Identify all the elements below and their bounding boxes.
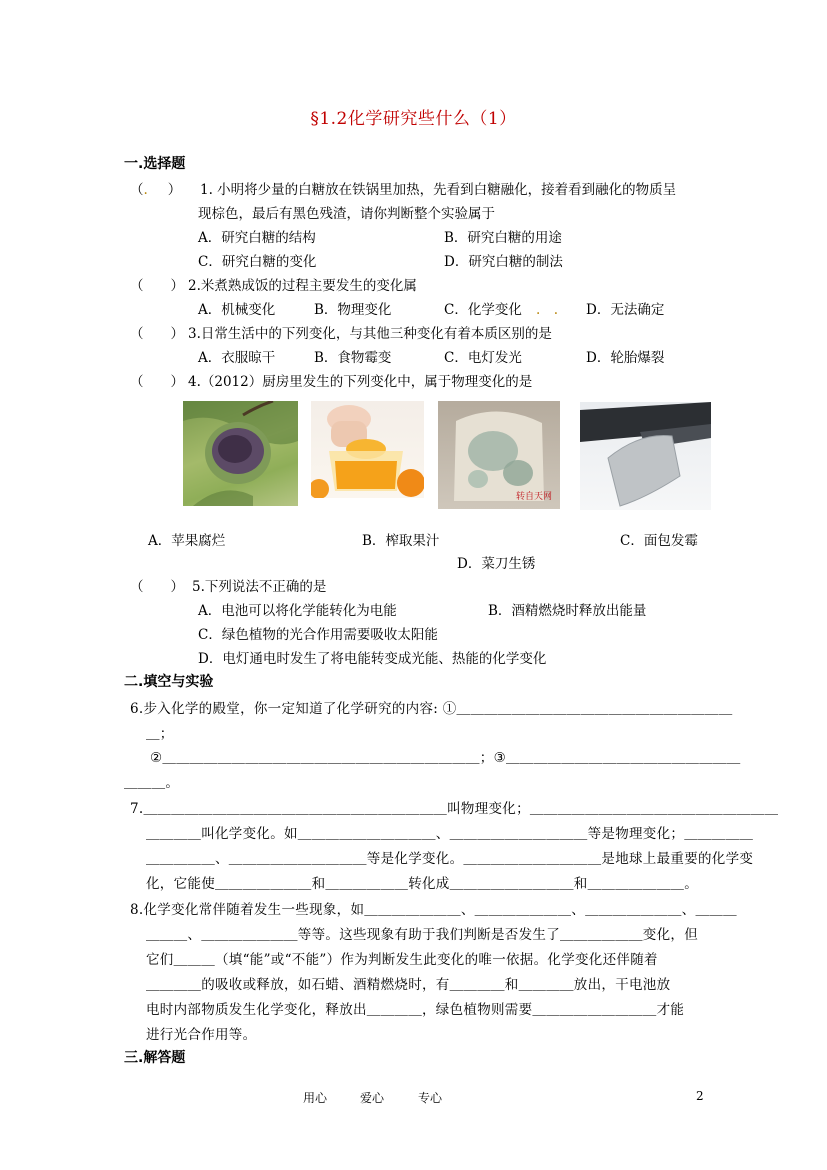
q8-line4: ＿＿＿＿的吸收或释放，如石蜡、酒精燃烧时，有＿＿＿＿和＿＿＿＿放出，干电池放 bbox=[146, 977, 671, 993]
kitchen-knife-image bbox=[580, 402, 711, 510]
q4-paren: （ ） bbox=[130, 374, 184, 390]
q6-line1: 6.步入化学的殿堂，你一定知道了化学研究的内容: ①＿＿＿＿＿＿＿＿＿＿＿＿＿＿＿＿＿＿＿＿ bbox=[130, 701, 733, 717]
page-number: 2 bbox=[696, 1089, 704, 1103]
q2-option-a: A．机械变化 bbox=[198, 302, 276, 318]
q3-stem: 3.日常生活中的下列变化，与其他三种变化有着本质区别的是 bbox=[188, 326, 552, 342]
q3-option-a: A．衣服晾干 bbox=[198, 350, 276, 366]
q2-option-b: B．物理变化 bbox=[314, 302, 392, 318]
section-heading-fill: 二.填空与实验 bbox=[124, 674, 214, 690]
q4-option-c: C．面包发霉 bbox=[620, 533, 698, 549]
q3-option-d: D．轮胎爆裂 bbox=[586, 350, 665, 366]
footer-yongxin: 用心 bbox=[303, 1091, 328, 1105]
q2-dots: . . bbox=[536, 302, 559, 318]
q2-paren: （ ） bbox=[130, 278, 184, 294]
q8-line5: 电时内部物质发生化学变化，释放出＿＿＿＿，绿色植物则需要＿＿＿＿＿＿＿＿＿才能 bbox=[146, 1002, 685, 1018]
juicing-orange-image bbox=[311, 401, 424, 498]
q7-line2: ＿＿＿＿叫化学变化。如＿＿＿＿＿＿＿＿＿＿、＿＿＿＿＿＿＿＿＿＿等是物理变化；＿＿＿＿＿ bbox=[146, 826, 754, 842]
q1-option-c: C．研究白糖的变化 bbox=[198, 254, 317, 270]
footer-zhuanxin: 专心 bbox=[418, 1091, 443, 1105]
q1-option-d: D．研究白糖的制法 bbox=[444, 254, 563, 270]
q5-paren: （ ） bbox=[130, 579, 184, 595]
q5-option-a: A．电池可以将化学能转化为电能 bbox=[198, 603, 397, 619]
q1-option-b: B．研究白糖的用途 bbox=[444, 230, 562, 246]
q4-option-d: D．菜刀生锈 bbox=[457, 556, 536, 572]
q7-line4: 化，它能使＿＿＿＿＿＿＿和＿＿＿＿＿＿转化成＿＿＿＿＿＿＿＿＿和＿＿＿＿＿＿＿。 bbox=[146, 876, 698, 892]
q5-stem: 5.下列说法不正确的是 bbox=[192, 579, 327, 595]
q2-option-c: C．化学变化 bbox=[444, 302, 522, 318]
page-title: §1.2化学研究些什么（1） bbox=[310, 109, 517, 129]
rotten-apple-image bbox=[183, 401, 298, 506]
q3-paren: （ ） bbox=[130, 326, 184, 342]
q1-option-a: A．研究白糖的结构 bbox=[198, 230, 316, 246]
q2-option-d: D．无法确定 bbox=[586, 302, 665, 318]
section-heading-choice: 一.选择题 bbox=[124, 156, 186, 172]
q5-option-b: B．酒精燃烧时释放出能量 bbox=[488, 603, 647, 619]
q7-line1: 7.＿＿＿＿＿＿＿＿＿＿＿＿＿＿＿＿＿＿＿＿＿＿叫物理变化；＿＿＿＿＿＿＿＿＿＿＿＿＿＿＿＿＿＿ bbox=[130, 801, 779, 817]
q5-option-c: C．绿色植物的光合作用需要吸收太阳能 bbox=[198, 627, 438, 643]
q4-option-a: A．苹果腐烂 bbox=[148, 533, 226, 549]
q4-option-b: B．榨取果汁 bbox=[362, 533, 440, 549]
section-heading-answer: 三.解答题 bbox=[124, 1050, 186, 1066]
q6-line3: ②＿＿＿＿＿＿＿＿＿＿＿＿＿＿＿＿＿＿＿＿＿＿＿；③＿＿＿＿＿＿＿＿＿＿＿＿＿＿＿＿＿ bbox=[150, 750, 741, 766]
q5-option-d: D．电灯通电时发生了将电能转变成光能、热能的化学变化 bbox=[198, 651, 547, 667]
footer-aixin: 爱心 bbox=[360, 1091, 385, 1105]
moldy-bread-image bbox=[438, 401, 560, 509]
q2-stem: 2.米煮熟成饭的过程主要发生的变化属 bbox=[188, 278, 417, 294]
q3-option-b: B．食物霉变 bbox=[314, 350, 392, 366]
q8-line2: ＿＿＿、＿＿＿＿＿＿＿等等。这些现象有助于我们判断是否发生了＿＿＿＿＿＿变化，但 bbox=[146, 927, 698, 943]
q6-line4: ＿＿＿。 bbox=[124, 775, 180, 791]
q8-line3: 它们＿＿＿（填“能”或“不能”）作为判断发生此变化的唯一依据。化学变化还伴随着 bbox=[146, 952, 658, 968]
q8-line6: 进行光合作用等。 bbox=[146, 1027, 257, 1043]
q4-stem: 4.（2012）厨房里发生的下列变化中，属于物理变化的是 bbox=[188, 374, 533, 390]
bread-watermark: 转自天网 bbox=[516, 492, 553, 502]
q6-line2: ＿； bbox=[146, 726, 174, 742]
q3-option-c: C．电灯发光 bbox=[444, 350, 522, 366]
q1-stem-line1: 1. 小明将少量的白糖放在铁锅里加热，先看到白糖融化，接着看到融化的物质呈 bbox=[200, 182, 677, 198]
q1-paren: （. ） bbox=[130, 182, 182, 198]
q8-line1: 8.化学变化常伴随着发生一些现象，如＿＿＿＿＿＿＿、＿＿＿＿＿＿＿、＿＿＿＿＿＿＿、＿＿＿ bbox=[130, 902, 737, 918]
q7-line3: ＿＿＿＿＿、＿＿＿＿＿＿＿＿＿＿等是化学变化。＿＿＿＿＿＿＿＿＿＿是地球上最重要的化学变 bbox=[146, 851, 754, 867]
q1-stem-line2: 现棕色，最后有黑色残渣，请你判断整个实验属于 bbox=[198, 206, 495, 222]
